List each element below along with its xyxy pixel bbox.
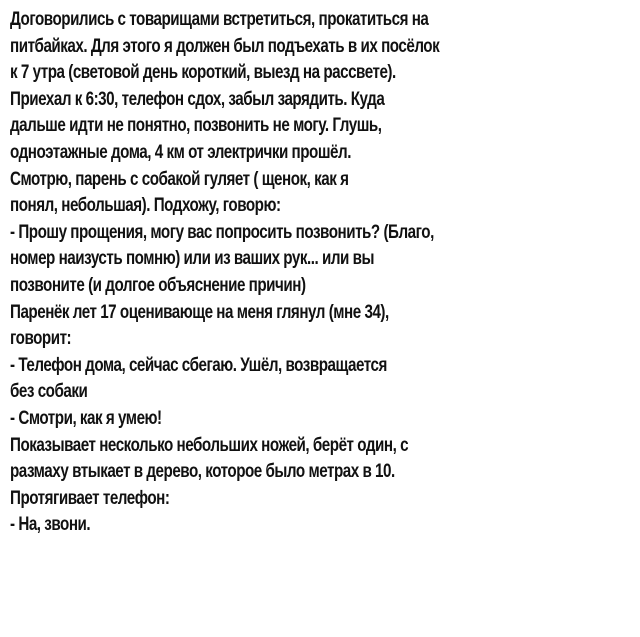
dialogue-line: номер наизусть помню) или из ваших рук... или вы	[10, 248, 374, 270]
story-line: Приехал к 6:30, телефон сдох, забыл зарядить. Куда	[10, 88, 385, 110]
dialogue-line: позвоните (и долгое объяснение причин)	[10, 274, 306, 296]
story-line: одноэтажные дома, 4 км от электрички прошёл.	[10, 141, 351, 163]
story-line: Паренёк лет 17 оценивающе на меня глянул (мне 34),	[10, 301, 389, 323]
story-line: Показывает несколько небольших ножей, берёт один, с	[10, 434, 409, 456]
story-line: дальше идти не понятно, позвонить не могу. Глушь,	[10, 115, 382, 137]
story-line: Смотрю, парень с собакой гуляет ( щенок, как я	[10, 168, 349, 190]
story-line: Протягивает телефон:	[10, 487, 170, 509]
dialogue-line: - Смотри, как я умею!	[10, 407, 162, 429]
dialogue-line: - Прошу прощения, могу вас попросить позвонить? (Благо,	[10, 221, 434, 243]
story-line: говорит:	[10, 328, 72, 350]
story-line: к 7 утра (световой день короткий, выезд на рассвете).	[10, 62, 396, 84]
dialogue-line: - На, звони.	[10, 514, 91, 536]
story-line: размаху втыкает в дерево, которое было метрах в 10.	[10, 461, 395, 483]
story-line: Договорились с товарищами встретиться, прокатиться на	[10, 9, 429, 30]
story-text	[10, 7, 632, 539]
story-line: питбайках. Для этого я должен был подъехать в их посёлок	[10, 35, 440, 57]
story-line: без собаки	[10, 381, 88, 403]
dialogue-line: - Телефон дома, сейчас сбегаю. Ушёл, возвращается	[10, 354, 387, 376]
story-line: понял, небольшая). Подхожу, говорю:	[10, 195, 281, 217]
